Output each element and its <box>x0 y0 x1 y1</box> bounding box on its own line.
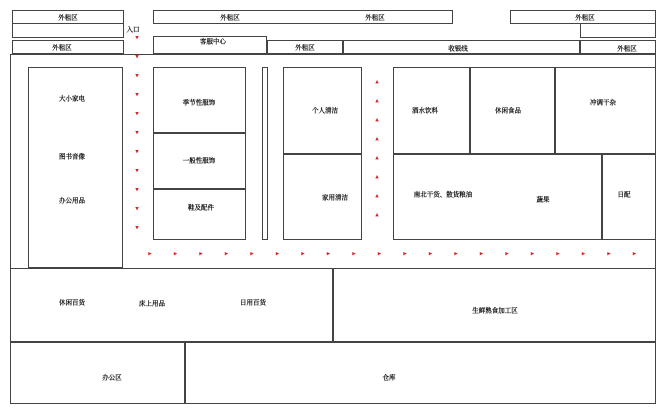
office-zone <box>10 342 185 404</box>
route-arrow-right: ▸ <box>326 249 331 258</box>
warehouse-zone <box>185 342 656 404</box>
shoes-accessories-label: 鞋及配件 <box>188 203 214 212</box>
narrow-shelf <box>262 67 268 240</box>
route-arrow-down: ▾ <box>135 33 139 42</box>
fresh-processing-label: 生鲜熟食加工区 <box>472 306 518 315</box>
route-arrow-down: ▾ <box>135 223 139 232</box>
route-arrow-up: ▴ <box>375 77 379 86</box>
route-arrow-up: ▴ <box>375 153 379 162</box>
checkout-line-label: 收银线 <box>448 44 468 53</box>
route-arrow-up: ▴ <box>375 191 379 200</box>
rental-zone-top-left-label: 外租区 <box>58 13 78 22</box>
personal-care-label: 个人清洁 <box>312 106 338 115</box>
entrance-gate-right <box>580 24 656 38</box>
rental-zone-row2-right-label: 外租区 <box>617 44 637 53</box>
route-arrow-right: ▸ <box>607 249 611 258</box>
warehouse-label: 仓库 <box>382 373 396 382</box>
entrance-gate-left <box>12 24 124 38</box>
route-arrow-right: ▸ <box>352 249 356 258</box>
route-arrow-down: ▾ <box>135 71 139 80</box>
route-arrow-right: ▸ <box>301 249 305 258</box>
route-arrow-right: ▸ <box>556 249 560 258</box>
route-arrow-right: ▸ <box>148 249 152 258</box>
household-cleaning-label: 家用清洁 <box>322 193 348 202</box>
route-arrow-right: ▸ <box>632 249 637 258</box>
bedding-label: 床上用品 <box>139 299 165 308</box>
office-supplies-label: 办公用品 <box>59 196 85 205</box>
route-arrow-down: ▾ <box>135 109 139 118</box>
instant-foods-label: 冲调干杂 <box>590 98 616 107</box>
rental-zone-top-mid2-label: 外租区 <box>365 13 385 22</box>
route-arrow-right: ▸ <box>199 249 203 258</box>
route-arrow-down: ▾ <box>135 52 139 61</box>
route-arrow-right: ▸ <box>224 249 229 258</box>
general-apparel-label: 一般性服饰 <box>182 156 216 165</box>
seasonal-apparel-label: 季节性服饰 <box>182 98 216 107</box>
route-arrow-right: ▸ <box>479 249 484 258</box>
service-center-label: 客服中心 <box>200 37 226 46</box>
instant-foods-zone <box>555 67 656 154</box>
small-appliances-label: 大小家电 <box>59 94 85 103</box>
rental-zone-top-mid <box>153 10 453 24</box>
route-arrow-down: ▾ <box>135 90 139 99</box>
route-arrow-right: ▸ <box>377 249 382 258</box>
office-label: 办公区 <box>102 373 122 382</box>
deli-label: 日配 <box>617 190 631 199</box>
route-arrow-down: ▾ <box>135 147 139 156</box>
drinks-label: 酒水饮料 <box>412 106 438 115</box>
rental-zone-row2-mid-label: 外租区 <box>295 43 315 52</box>
route-arrow-down: ▾ <box>135 128 139 137</box>
route-arrow-up: ▴ <box>375 96 379 105</box>
route-arrow-down: ▾ <box>135 166 139 175</box>
shoes-accessories-zone <box>153 189 246 240</box>
route-arrow-right: ▸ <box>173 249 178 258</box>
route-arrow-right: ▸ <box>403 249 407 258</box>
route-arrow-right: ▸ <box>428 249 433 258</box>
route-arrow-right: ▸ <box>275 249 280 258</box>
snacks-label: 休闲食品 <box>495 106 521 115</box>
route-arrow-up: ▴ <box>375 115 379 124</box>
books-audio-label: 图书音像 <box>59 152 85 161</box>
route-arrow-right: ▸ <box>581 249 586 258</box>
leisure-goods-label: 休闲百货 <box>59 298 85 307</box>
entrance-label: 入口 <box>126 25 140 34</box>
route-arrow-down: ▾ <box>135 185 139 194</box>
route-arrow-right: ▸ <box>530 249 535 258</box>
rental-zone-top-right-label: 外租区 <box>575 13 595 22</box>
rental-zone-row2-left-label: 外租区 <box>52 43 72 52</box>
route-arrow-up: ▴ <box>375 172 379 181</box>
rental-zone-top-mid-label: 外租区 <box>220 13 240 22</box>
produce-label: 蔬果 <box>536 195 550 204</box>
route-arrow-down: ▾ <box>135 204 139 213</box>
route-arrow-right: ▸ <box>505 249 509 258</box>
daily-goods-label: 日用百货 <box>240 298 266 307</box>
route-arrow-up: ▴ <box>375 210 379 219</box>
dry-goods-label: 南北干货、散货粮油 <box>413 190 473 199</box>
route-arrow-up: ▴ <box>375 134 379 143</box>
route-arrow-right: ▸ <box>250 249 254 258</box>
route-arrow-right: ▸ <box>454 249 458 258</box>
